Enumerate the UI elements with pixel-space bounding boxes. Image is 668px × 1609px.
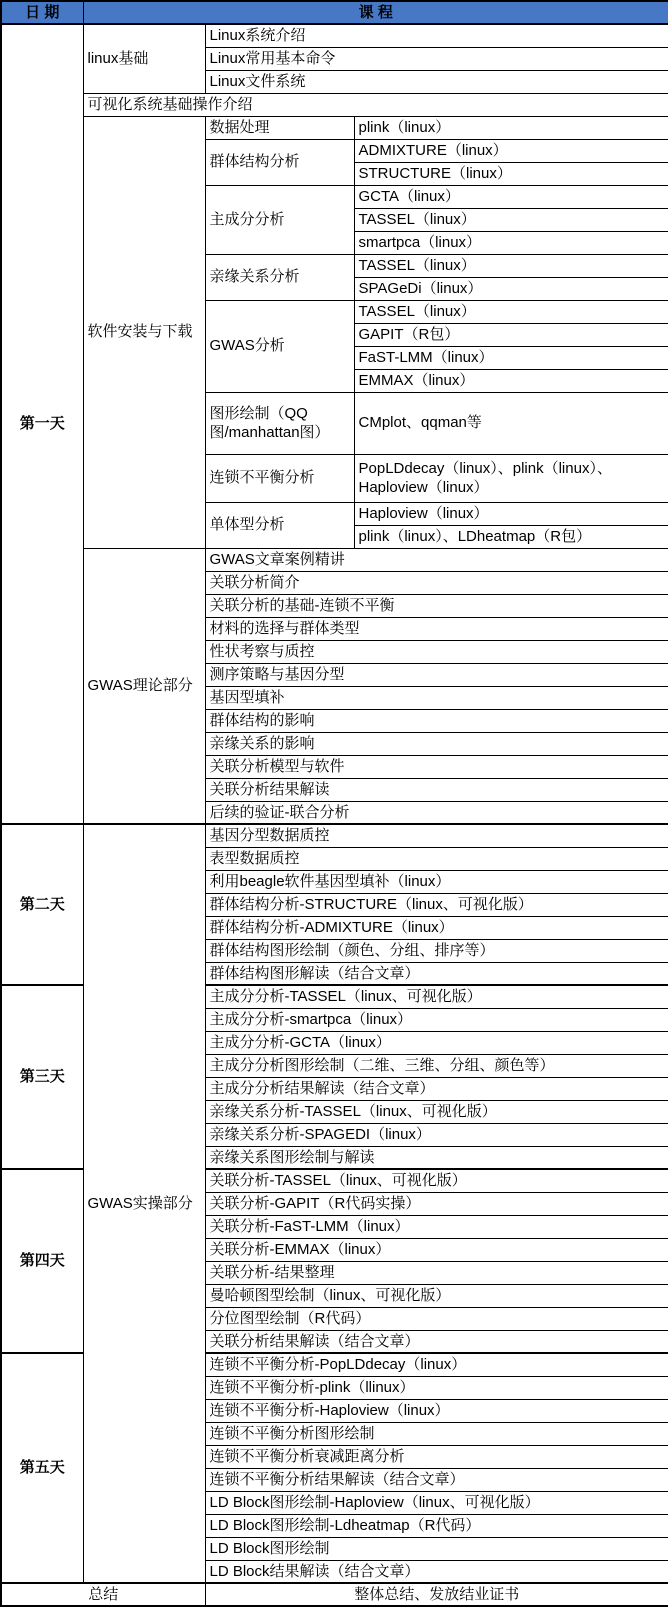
header-course-cell: 课 程 <box>83 1 668 24</box>
course-item-cell: 连锁不平衡分析衰减距离分析 <box>205 1445 668 1468</box>
course-item-cell: 连锁不平衡分析-Haploview（linux） <box>205 1399 668 1422</box>
course-item-cell: 群体结构图形解读（结合文章） <box>205 962 668 985</box>
summary-detail-cell: 整体总结、发放结业证书 <box>205 1583 668 1606</box>
header-date-cell: 日 期 <box>1 1 83 24</box>
table-row <box>1 116 668 139</box>
table-row <box>1 24 668 47</box>
course-item-cell: 群体结构的影响 <box>205 709 668 732</box>
day3-label-cell: 第三天 <box>1 985 83 1169</box>
table-row <box>1 548 668 571</box>
tool-cell: plink（linux） <box>354 116 668 139</box>
category-cell-linux-basics: linux基础 <box>83 24 205 93</box>
tool-cell: TASSEL（linux） <box>354 254 668 277</box>
course-item-cell: 测序策略与基因分型 <box>205 663 668 686</box>
course-item-cell: 关联分析简介 <box>205 571 668 594</box>
tool-cell: GAPIT（R包） <box>354 323 668 346</box>
course-item-cell: LD Block结果解读（结合文章） <box>205 1560 668 1583</box>
tool-cell: plink（linux）、LDheatmap（R包） <box>354 525 668 548</box>
course-item-cell: 基因型填补 <box>205 686 668 709</box>
subcategory-cell: 图形绘制（QQ图/manhattan图） <box>205 392 354 454</box>
summary-label-cell: 总结 <box>1 1583 205 1606</box>
course-item-cell: 后续的验证-联合分析 <box>205 801 668 824</box>
subcategory-cell: 单体型分析 <box>205 502 354 548</box>
course-item-cell: 主成分分析-TASSEL（linux、可视化版） <box>205 985 668 1008</box>
tool-cell: PopLDdecay（linux）、plink（linux）、Haploview（linux） <box>354 454 668 502</box>
course-item-cell: GWAS文章案例精讲 <box>205 548 668 571</box>
tool-cell: STRUCTURE（linux） <box>354 162 668 185</box>
table-row <box>1 824 668 847</box>
course-item-cell: LD Block图形绘制 <box>205 1537 668 1560</box>
tool-cell: EMMAX（linux） <box>354 369 668 392</box>
tool-cell: SPAGeDi（linux） <box>354 277 668 300</box>
course-item-cell: 主成分分析-smartpca（linux） <box>205 1008 668 1031</box>
course-item-cell: 连锁不平衡分析-plink（llinux） <box>205 1376 668 1399</box>
course-item-cell: 主成分分析-GCTA（linux） <box>205 1031 668 1054</box>
course-item-cell: 关联分析结果解读（结合文章） <box>205 1330 668 1353</box>
course-item-cell: 群体结构图形绘制（颜色、分组、排序等） <box>205 939 668 962</box>
course-item-cell: 关联分析-FaST-LMM（linux） <box>205 1215 668 1238</box>
course-item-cell: 连锁不平衡分析图形绘制 <box>205 1422 668 1445</box>
course-item-cell: 关联分析-EMMAX（linux） <box>205 1238 668 1261</box>
subcategory-cell: 群体结构分析 <box>205 139 354 185</box>
course-item-cell: 曼哈顿图型绘制（linux、可视化版） <box>205 1284 668 1307</box>
tool-cell: smartpca（linux） <box>354 231 668 254</box>
subcategory-cell: 亲缘关系分析 <box>205 254 354 300</box>
day5-label-cell: 第五天 <box>1 1353 83 1583</box>
course-item-cell: 连锁不平衡分析-PopLDdecay（linux） <box>205 1353 668 1376</box>
course-item-cell: 分位图型绘制（R代码） <box>205 1307 668 1330</box>
course-item-cell: 利用beagle软件基因型填补（linux） <box>205 870 668 893</box>
course-item-cell: 性状考察与质控 <box>205 640 668 663</box>
course-item-cell: 关联分析-结果整理 <box>205 1261 668 1284</box>
course-item-cell: 亲缘关系分析-SPAGEDI（linux） <box>205 1123 668 1146</box>
course-item-cell: Linux常用基本命令 <box>205 47 668 70</box>
course-item-cell: 可视化系统基础操作介绍 <box>83 93 668 116</box>
course-item-cell: 亲缘关系图形绘制与解读 <box>205 1146 668 1169</box>
course-item-cell: 材料的选择与群体类型 <box>205 617 668 640</box>
day2-label-cell: 第二天 <box>1 824 83 985</box>
course-item-cell: 表型数据质控 <box>205 847 668 870</box>
category-cell-gwas-theory: GWAS理论部分 <box>83 548 205 824</box>
course-item-cell: 群体结构分析-ADMIXTURE（linux） <box>205 916 668 939</box>
subcategory-cell: GWAS分析 <box>205 300 354 392</box>
day1-label-cell: 第一天 <box>1 24 83 824</box>
course-item-cell: LD Block图形绘制-Haploview（linux、可视化版） <box>205 1491 668 1514</box>
course-item-cell: 关联分析结果解读 <box>205 778 668 801</box>
subcategory-cell: 数据处理 <box>205 116 354 139</box>
tool-cell: TASSEL（linux） <box>354 300 668 323</box>
course-item-cell: Linux系统介绍 <box>205 24 668 47</box>
subcategory-cell: 主成分分析 <box>205 185 354 254</box>
course-item-cell: 主成分分析结果解读（结合文章） <box>205 1077 668 1100</box>
day4-label-cell: 第四天 <box>1 1169 83 1353</box>
tool-cell: TASSEL（linux） <box>354 208 668 231</box>
course-item-cell: Linux文件系统 <box>205 70 668 93</box>
course-item-cell: 基因分型数据质控 <box>205 824 668 847</box>
course-item-cell: 主成分分析图形绘制（二维、三维、分组、颜色等） <box>205 1054 668 1077</box>
tool-cell: FaST-LMM（linux） <box>354 346 668 369</box>
tool-cell: CMplot、qqman等 <box>354 392 668 454</box>
course-item-cell: LD Block图形绘制-Ldheatmap（R代码） <box>205 1514 668 1537</box>
category-cell-gwas-practice: GWAS实操部分 <box>83 824 205 1583</box>
course-item-cell: 关联分析-TASSEL（linux、可视化版） <box>205 1169 668 1192</box>
course-item-cell: 群体结构分析-STRUCTURE（linux、可视化版） <box>205 893 668 916</box>
summary-row <box>1 1583 668 1606</box>
course-item-cell: 亲缘关系分析-TASSEL（linux、可视化版） <box>205 1100 668 1123</box>
course-item-cell: 亲缘关系的影响 <box>205 732 668 755</box>
course-item-cell: 关联分析的基础-连锁不平衡 <box>205 594 668 617</box>
course-item-cell: 关联分析模型与软件 <box>205 755 668 778</box>
tool-cell: Haploview（linux） <box>354 502 668 525</box>
subcategory-cell: 连锁不平衡分析 <box>205 454 354 502</box>
course-item-cell: 关联分析-GAPIT（R代码实操） <box>205 1192 668 1215</box>
table-row <box>1 93 668 116</box>
header-row <box>1 1 668 24</box>
category-cell-software-install: 软件安装与下载 <box>83 116 205 548</box>
tool-cell: GCTA（linux） <box>354 185 668 208</box>
course-item-cell: 连锁不平衡分析结果解读（结合文章） <box>205 1468 668 1491</box>
tool-cell: ADMIXTURE（linux） <box>354 139 668 162</box>
